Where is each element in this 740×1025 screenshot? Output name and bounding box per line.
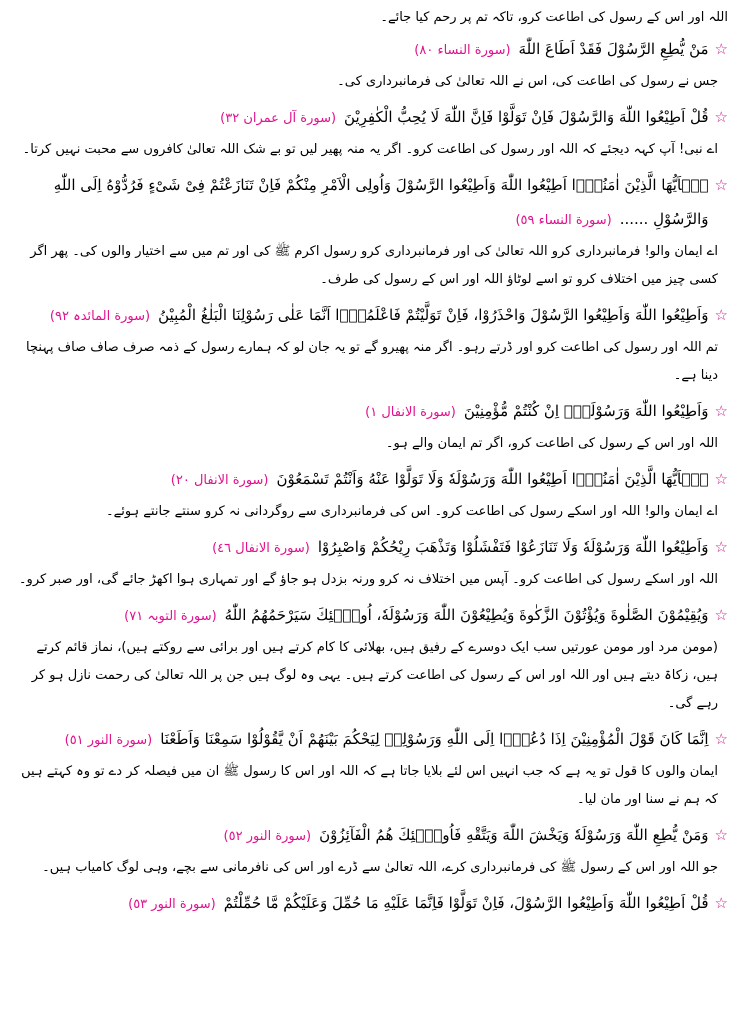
surah-reference: (سورة النور ٥١) (64, 733, 153, 748)
ayah-line (12, 100, 728, 136)
star-icon: ☆ (714, 402, 728, 420)
urdu-translation: اللہ اور اسکے رسول کی اطاعت کرو۔ آپس میں اختلاف نہ کرو ورنہ بزدل ہو جاؤ گے اور تمہاری ہوا اکھڑ جائے گی، اور صبر کرو۔ (18, 572, 718, 587)
verse-entry (12, 530, 728, 594)
verse-entry (12, 32, 728, 96)
urdu-translation: ایمان والوں کا قول تو یہ ہے کہ جب انہیں اس لئے بلایا جاتا ہے کہ اللہ اور اس کا رسول ﷺ ان میں فیصلہ کر دے تو وہ کہتے ہیں کہ ہم نے سنا اور مان لیا۔ (21, 764, 718, 807)
surah-reference: (سورة التوبہ ٧١) (124, 609, 217, 624)
ayah-body (12, 298, 709, 334)
ayah-line (12, 530, 728, 566)
star-icon: ☆ (714, 606, 728, 624)
verse-entry (12, 168, 728, 294)
verse-entry (12, 462, 728, 526)
surah-reference: (سورة آل عمران ٣٢) (220, 111, 337, 126)
opening-translation: اللہ اور اس کے رسول کی اطاعت کرو، تاکہ تم پر رحم کیا جائے۔ (380, 10, 728, 25)
urdu-translation: اے نبی! آپ کہہ دیجئے کہ اللہ اور رسول کی اطاعت کرو۔ اگر یہ منہ پھیر لیں تو بے شک اللہ تعالیٰ کافروں سے محبت نہیں کرتا۔ (22, 142, 718, 157)
arabic-verse: يٰۤاَيُّهَا الَّذِيْنَ اٰمَنُوْۤا اَطِيْعُوا اللّٰهَ وَاَطِيْعُوا الرَّسُوْلَ وَاُولِى الْاَمْرِ مِنْكُمْ فَاِنْ تَنَازَعْتُمْ فِىْ شَىْءٍ فَرُدُّوْهُ اِلَى اللّٰهِ وَالرَّسُوْلِ ...... (53, 176, 709, 228)
ayah-body (12, 168, 709, 238)
ayah-line (12, 462, 728, 498)
arabic-verse: وَيُقِيْمُوْنَ الصَّلٰوةَ وَيُؤْتُوْنَ الزَّكٰوةَ وَيُطِيْعُوْنَ اللّٰهَ وَرَسُوْلَهٗ، اُولٰۤئِكَ سَيَرْحَمُهُمُ اللّٰهُ (224, 606, 709, 624)
ayah-body (12, 598, 709, 634)
surah-reference: (سورة الانفال ٢٠) (170, 473, 269, 488)
arabic-verse: اِنَّمَا كَانَ قَوْلَ الْمُؤْمِنِيْنَ اِذَا دُعُوْۤا اِلَى اللّٰهِ وَرَسُوْلِهٖ لِيَحْكُمَ بَيْنَهُمْ اَنْ يَّقُوْلُوْا سَمِعْنَا وَاَطَعْنَا (160, 730, 709, 748)
verse-entry (12, 722, 728, 814)
star-icon: ☆ (714, 538, 728, 556)
star-icon: ☆ (714, 470, 728, 488)
arabic-verse: وَاَطِيْعُوا اللّٰهَ وَرَسُوْلَهٗ وَلَا تَنَازَعُوْا فَتَفْشَلُوْا وَتَذْهَبَ رِيْحُكُمْ وَاصْبِرُوْا (317, 538, 709, 556)
star-icon: ☆ (714, 108, 728, 126)
surah-reference: (سورة الانفال ٤٦) (212, 541, 310, 556)
ayah-line (12, 32, 728, 68)
urdu-translation: (مومن مرد اور مومن عورتیں سب ایک دوسرے کے رفیق ہیں، بھلائی کا کام کرتے ہیں اور برائی سے روکتے ہیں)، نماز قائم کرتے ہیں، زکاۃ دیتے ہیں اور اللہ اور اس کے رسول کی اطاعت کرتے ہیں۔ یہی وہ لوگ ہیں جن پر اللہ تعالیٰ کی رحمت نازل ہو کر رہے گی۔ (31, 640, 718, 711)
surah-reference: (سورة الانفال ١) (365, 405, 456, 420)
ayah-line (12, 394, 728, 430)
verse-entry (12, 394, 728, 458)
star-icon: ☆ (714, 306, 728, 324)
star-icon: ☆ (714, 730, 728, 748)
ayah-body (12, 32, 709, 68)
verse-list (12, 32, 728, 922)
surah-reference: (سورة النساء ٨٠) (414, 43, 511, 58)
star-icon: ☆ (714, 894, 728, 912)
ayah-body (12, 818, 709, 854)
surah-reference: (سورة النور ٥٢) (223, 829, 312, 844)
arabic-verse: وَاَطِيْعُوا اللّٰهَ وَرَسُوْلَهٗۤ اِنْ كُنْتُمْ مُّؤْمِنِيْنَ (463, 402, 709, 420)
ayah-body (12, 886, 709, 922)
verse-entry (12, 298, 728, 390)
verse-entry (12, 598, 728, 718)
urdu-translation: اللہ اور اس کے رسول کی اطاعت کرو، اگر تم ایمان والے ہو۔ (385, 436, 718, 451)
arabic-verse: وَاَطِيْعُوا اللّٰهَ وَاَطِيْعُوا الرَّسُوْلَ وَاحْذَرُوْا، فَاِنْ تَوَلَّيْتُمْ فَاعْلَمُوْۤا اَنَّمَا عَلٰى رَسُوْلِنَا الْبَلٰغُ الْمُبِيْنُ (158, 306, 709, 324)
star-icon: ☆ (714, 826, 728, 844)
star-icon: ☆ (714, 176, 728, 194)
surah-reference: (سورة النساء ٥٩) (515, 213, 612, 228)
arabic-verse: مَنْ يُّطِعِ الرَّسُوْلَ فَقَدْ اَطَاعَ اللّٰهَ (518, 40, 709, 58)
ayah-body (12, 100, 709, 136)
arabic-verse: قُلْ اَطِيْعُوا اللّٰهَ وَاَطِيْعُوا الرَّسُوْلَ، فَاِنْ تَوَلَّوْا فَاِنَّمَا عَلَيْهِ مَا حُمِّلَ وَعَلَيْكُمْ مَّا حُمِّلْتُمْ (223, 894, 709, 912)
arabic-verse: وَمَنْ يُّطِعِ اللّٰهَ وَرَسُوْلَهٗ وَيَخْشَ اللّٰهَ وَيَتَّقْهِ فَاُولٰۤئِكَ هُمُ الْفَآئِزُوْنَ (319, 826, 709, 844)
ayah-body (12, 394, 709, 430)
ayah-line (12, 298, 728, 334)
verse-entry (12, 100, 728, 164)
star-icon: ☆ (714, 40, 728, 58)
verse-entry (12, 886, 728, 922)
surah-reference: (سورة المائدہ ٩٢) (49, 309, 151, 324)
ayah-line (12, 886, 728, 922)
ayah-line (12, 168, 728, 238)
arabic-verse: قُلْ اَطِيْعُوا اللّٰهَ وَالرَّسُوْلَ فَاِنْ تَوَلَّوْا فَاِنَّ اللّٰهَ لَا يُحِبُّ الْكٰفِرِيْنَ (344, 108, 709, 126)
urdu-translation: جس نے رسول کی اطاعت کی، اس نے اللہ تعالیٰ کی فرمانبرداری کی۔ (337, 74, 718, 89)
urdu-translation: تم اللہ اور رسول کی اطاعت کرو اور ڈرتے رہو۔ اگر منہ پھیرو گے تو یہ جان لو کہ ہمارے رسول کے ذمہ صرف صاف صاف پہنچا دینا ہے۔ (25, 340, 718, 383)
surah-reference: (سورة النور ٥٣) (128, 897, 216, 912)
urdu-translation: اے ایمان والو! اللہ اور اسکے رسول کی اطاعت کرو۔ اس کی فرمانبرداری سے روگردانی نہ کرو سنتے جانتے ہوئے۔ (105, 504, 718, 519)
ayah-line (12, 722, 728, 758)
arabic-verse: يٰۤاَيُّهَا الَّذِيْنَ اٰمَنُوْۤا اَطِيْعُوا اللّٰهَ وَرَسُوْلَهٗ وَلَا تَوَلَّوْا عَنْهُ وَاَنْتُمْ تَسْمَعُوْنَ (276, 470, 709, 488)
ayah-line (12, 598, 728, 634)
ayah-body (12, 462, 709, 498)
urdu-translation: اے ایمان والو! فرمانبرداری کرو اللہ تعالیٰ کی اور فرمانبرداری کرو رسول اکرم ﷺ کی اور تم میں سے اختیار والوں کی۔ پھر اگر کسی چیز میں اختلاف کرو تو اسے لوٹاؤ اللہ اور اس کے رسول کی طرف۔ (30, 244, 718, 287)
ayah-body (12, 530, 709, 566)
ayah-line (12, 818, 728, 854)
ayah-body (12, 722, 709, 758)
urdu-translation: جو اللہ اور اس کے رسول ﷺ کی فرمانبرداری کرے، اللہ تعالیٰ سے ڈرے اور اس کی نافرمانی سے بچے، وہی لوگ کامیاب ہیں۔ (42, 860, 718, 875)
verse-entry (12, 818, 728, 882)
